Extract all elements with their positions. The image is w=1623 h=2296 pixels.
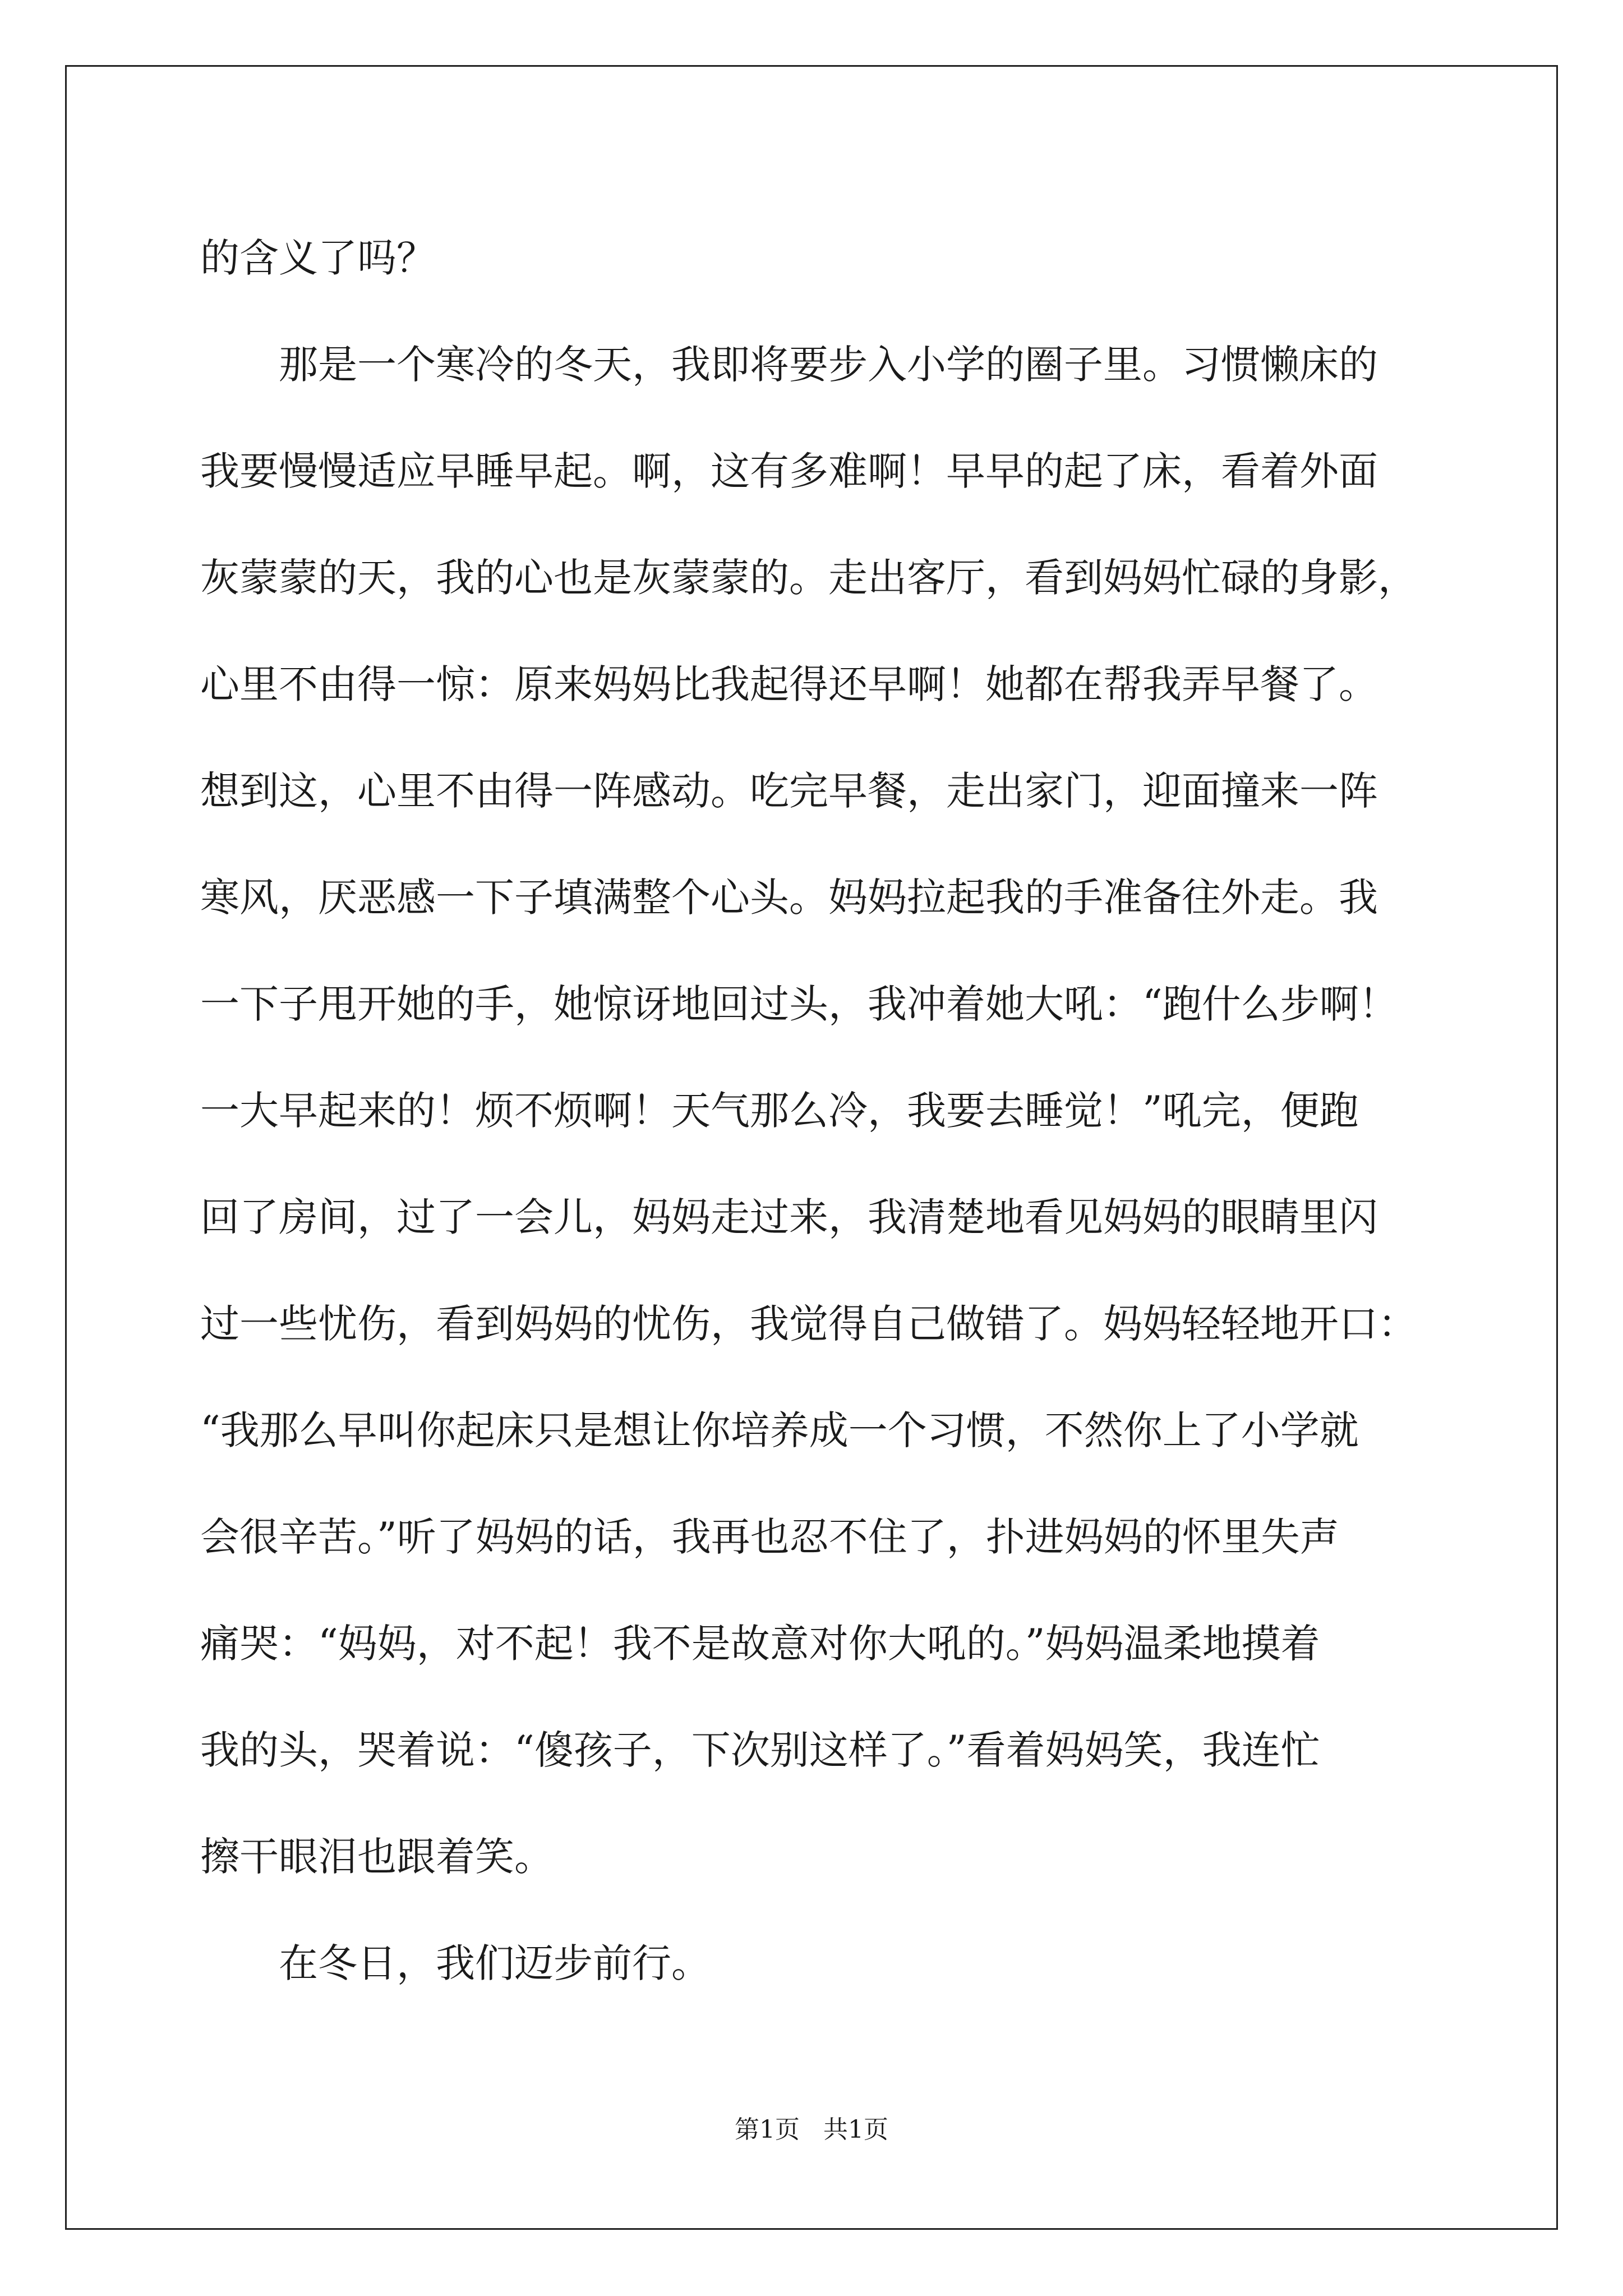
page-number-footer: 第1页 共1页	[735, 2115, 888, 2144]
text-line: 在冬日，我们迈步前行。	[279, 1940, 711, 1986]
text-line: 擦干眼泪也跟着笑。	[200, 1834, 554, 1880]
text-line: 的含义了吗？	[200, 235, 436, 281]
text-line: 回了房间，过了一会儿，妈妈走过来，我清楚地看见妈妈的眼睛里闪	[200, 1194, 1378, 1240]
text-line: 一下子甩开她的手，她惊讶地回过头，我冲着她大吼：“跑什么步啊！	[200, 981, 1398, 1027]
text-line: 灰蒙蒙的天，我的心也是灰蒙蒙的。走出客厅，看到妈妈忙碌的身影，	[200, 555, 1417, 601]
text-line: 想到这，心里不由得一阵感动。吃完早餐，走出家门，迎面撞来一阵	[200, 768, 1378, 814]
document-body	[200, 205, 1434, 2017]
text-line: 一大早起来的！烦不烦啊！天气那么冷，我要去睡觉！”吼完，便跑	[200, 1088, 1359, 1134]
text-line: 心里不由得一惊：原来妈妈比我起得还早啊！她都在帮我弄早餐了。	[200, 661, 1378, 707]
text-line: 会很辛苦。”听了妈妈的话，我再也忍不住了，扑进妈妈的怀里失声	[200, 1514, 1339, 1560]
text-line: 那是一个寒冷的冬天，我即将要步入小学的圈子里。习惯懒床的	[279, 342, 1378, 388]
text-line: 痛哭：“妈妈，对不起！我不是故意对你大吼的。”妈妈温柔地摸着	[200, 1621, 1320, 1667]
text-line: 寒风，厌恶感一下子填满整个心头。妈妈拉起我的手准备往外走。我	[200, 875, 1378, 921]
text-line: 过一些忧伤，看到妈妈的忧伤，我觉得自己做错了。妈妈轻轻地开口：	[200, 1301, 1417, 1347]
text-line: 我要慢慢适应早睡早起。啊，这有多难啊！早早的起了床，看着外面	[200, 448, 1378, 494]
text-line: 我的头，哭着说：“傻孩子，下次别这样了。”看着妈妈笑，我连忙	[200, 1727, 1320, 1773]
text-line: “我那么早叫你起床只是想让你培养成一个习惯，不然你上了小学就	[200, 1407, 1359, 1453]
